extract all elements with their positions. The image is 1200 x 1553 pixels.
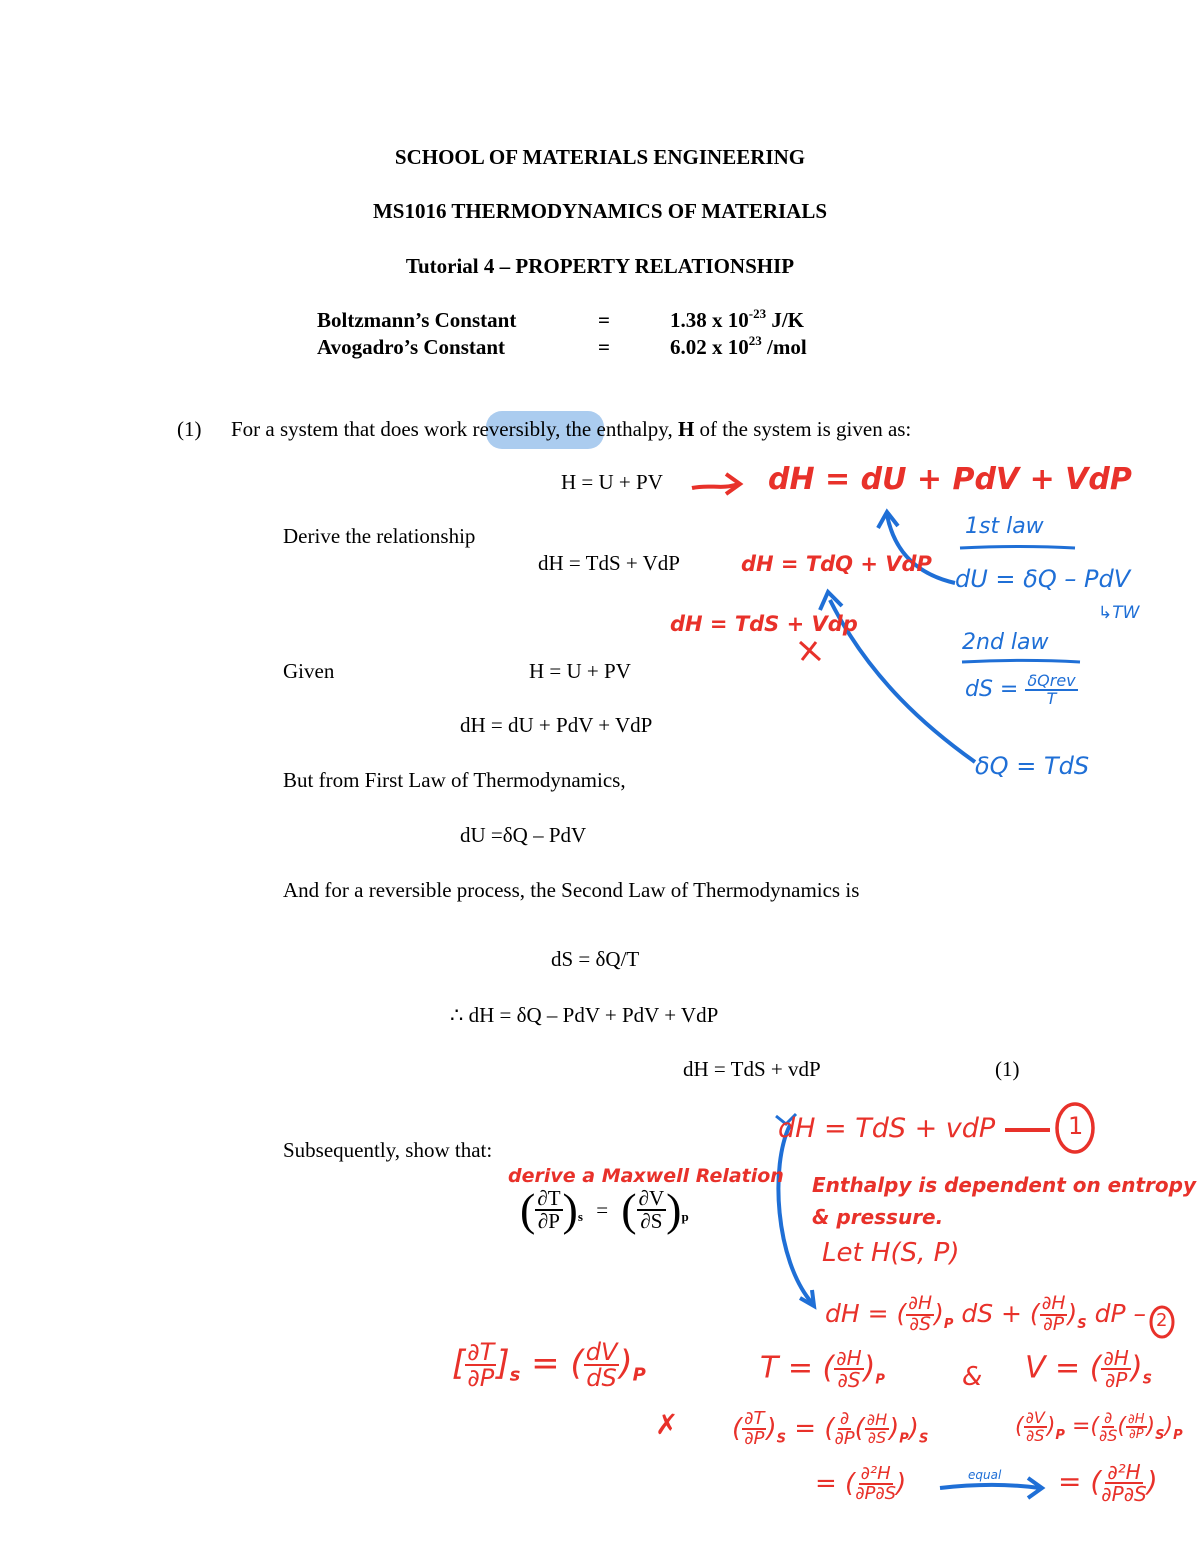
blue-annotation-equal: equal [968,1468,1002,1482]
equation-differential: dH = dU + PdV + VdP [460,713,653,737]
red-annotation-cross-mark: ✗ [655,1408,679,1441]
blue-annotation-second-law: 2nd law [962,630,1049,655]
red-annotation-derive-maxwell: derive a Maxwell Relation [508,1165,784,1187]
course-title: MS1016 THERMODYNAMICS OF MATERIALS [372,199,828,223]
red-annotation-dh-tds: dH = TdS + Vdp [670,612,858,636]
maxwell-relation: ( $\frac{\partial T}{\partial P}$ )$_s$ = ( $\frac{\partial V}{\partial S}$ )$_p$ [520,1184,689,1235]
tutorial-title: Tutorial 4 – PROPERTY RELATIONSHIP [405,254,795,278]
constant-eq-boltzmann: = [598,308,610,332]
red-annotation-maxwell-left: [ $\frac{\partial T}{\partial P}$ ]$_s$ = ( $\frac{dV}{dS}$ )$_P$ [452,1338,646,1392]
constant-name-boltzmann: Boltzmann’s Constant [317,308,517,332]
highlighted-word: reversibly [472,417,556,441]
blue-annotation-tw: ↳TW [1098,603,1140,623]
red-arrow-1-head [726,474,740,494]
red-annotation-dh-tdq: dH = TdQ + VdP [741,552,932,576]
blue-arrow-first-law-head [878,512,898,528]
blue-equal-arrow-head [1028,1478,1042,1498]
blue-annotation-dq: δQ = TdS [975,752,1090,780]
question-number: (1) [177,417,202,441]
red-annotation-amp: & [962,1362,983,1392]
blue-equal-arrow [940,1485,1040,1488]
red-annotation-eq2-number: 2 [1156,1310,1168,1331]
blue-underline-2 [962,661,1080,663]
red-arrow-1 [692,484,738,488]
red-annotation-line2-left: ( $\frac{\partial T}{\partial P}$ )$_S$ = ( $\frac{\partial}{\partial P}$ ( $\frac{\partial H}{\partial S}$ )$_P)_S$ [732,1408,929,1449]
equation-result-number: (1) [995,1057,1020,1081]
red-x-1 [800,642,820,660]
red-annotation-line3-right: = ( $\frac{\text{∂²H}}{\partial P\partial S}$ ) [1058,1460,1158,1506]
blue-arrow-dq-head [820,592,842,610]
red-annotation-line3-left: = ( $\frac{\text{∂²H}}{\partial P\partial S}$ ) [815,1463,907,1504]
blue-arrow-down [778,1125,812,1303]
red-annotation-line2-right: ( $\frac{\partial V}{\partial S}$ )$_P$ =( $\frac{\partial}{\partial S}$ ( $\frac{\partial H}{\partial P}$ )$_S)_P$ [1015,1408,1183,1445]
constant-eq-avogadro: = [598,335,610,359]
constant-value-avogadro: 6.02 x $10^{23}$ /mol [670,333,807,359]
first-law-label: But from First Law of Thermodynamics, [283,768,626,792]
red-annotation-pressure: & pressure. [812,1205,944,1229]
red-annotation-let: Let H(S, P) [822,1238,960,1268]
school-title: SCHOOL OF MATERIALS ENGINEERING [394,145,806,169]
red-annotation-enthalpy-dependence: Enthalpy is dependent on entropy [812,1173,1196,1197]
blue-underline-1 [960,547,1075,549]
blue-annotation-du: dU = δQ – PdV [955,565,1131,593]
equation-first-law: dU =δQ – PdV [460,823,587,847]
blue-arrow-down-head [800,1290,814,1306]
given-label: Given [283,659,335,683]
equation-substitution: ∴ dH = δQ – PdV + PdV + VdP [450,1003,719,1027]
derive-label: Derive the relationship [283,524,476,548]
red-annotation-dh-eq1: dH = TdS + vdP [778,1113,996,1144]
constant-name-avogadro: Avogadro’s Constant [317,335,506,359]
subsequently-label: Subsequently, show that: [283,1138,493,1162]
red-annotation-t-equals: T = ( $\frac{\partial H}{\partial S}$ )$_P$ [760,1346,885,1392]
equation-result: dH = TdS + vdP [683,1057,821,1081]
question-text: For a system that does work reversibly, the enthalpy, H of the system is given as: [231,417,912,441]
red-annotation-total-differential: dH = ( $\frac{\partial H}{\partial S}$ )$_P$ dS + ( $\frac{\partial H}{\partial P}$ )$_S$ dP – [825,1293,1146,1335]
equation-given: H = U + PV [529,659,631,683]
equation-enthalpy: H = U + PV [561,470,663,494]
red-annotation-dh-expansion: dH = dU + PdV + VdP [768,462,1132,497]
blue-annotation-ds: dS = $\frac{\text{δQrev}}{T}$ [965,671,1076,708]
red-annotation-eq1-number: 1 [1068,1112,1084,1140]
blue-annotation-first-law: 1st law [965,514,1044,539]
red-annotation-v-equals: V = ( $\frac{\partial H}{\partial P}$ )$_S$ [1025,1346,1152,1392]
second-law-label: And for a reversible process, the Second Law of Thermodynamics is [283,878,860,902]
equation-second-law: dS = δQ/T [551,947,640,971]
constant-value-boltzmann: 1.38 x $10^{-23}$ J/K [670,306,805,332]
equation-target: dH = TdS + VdP [538,551,680,575]
